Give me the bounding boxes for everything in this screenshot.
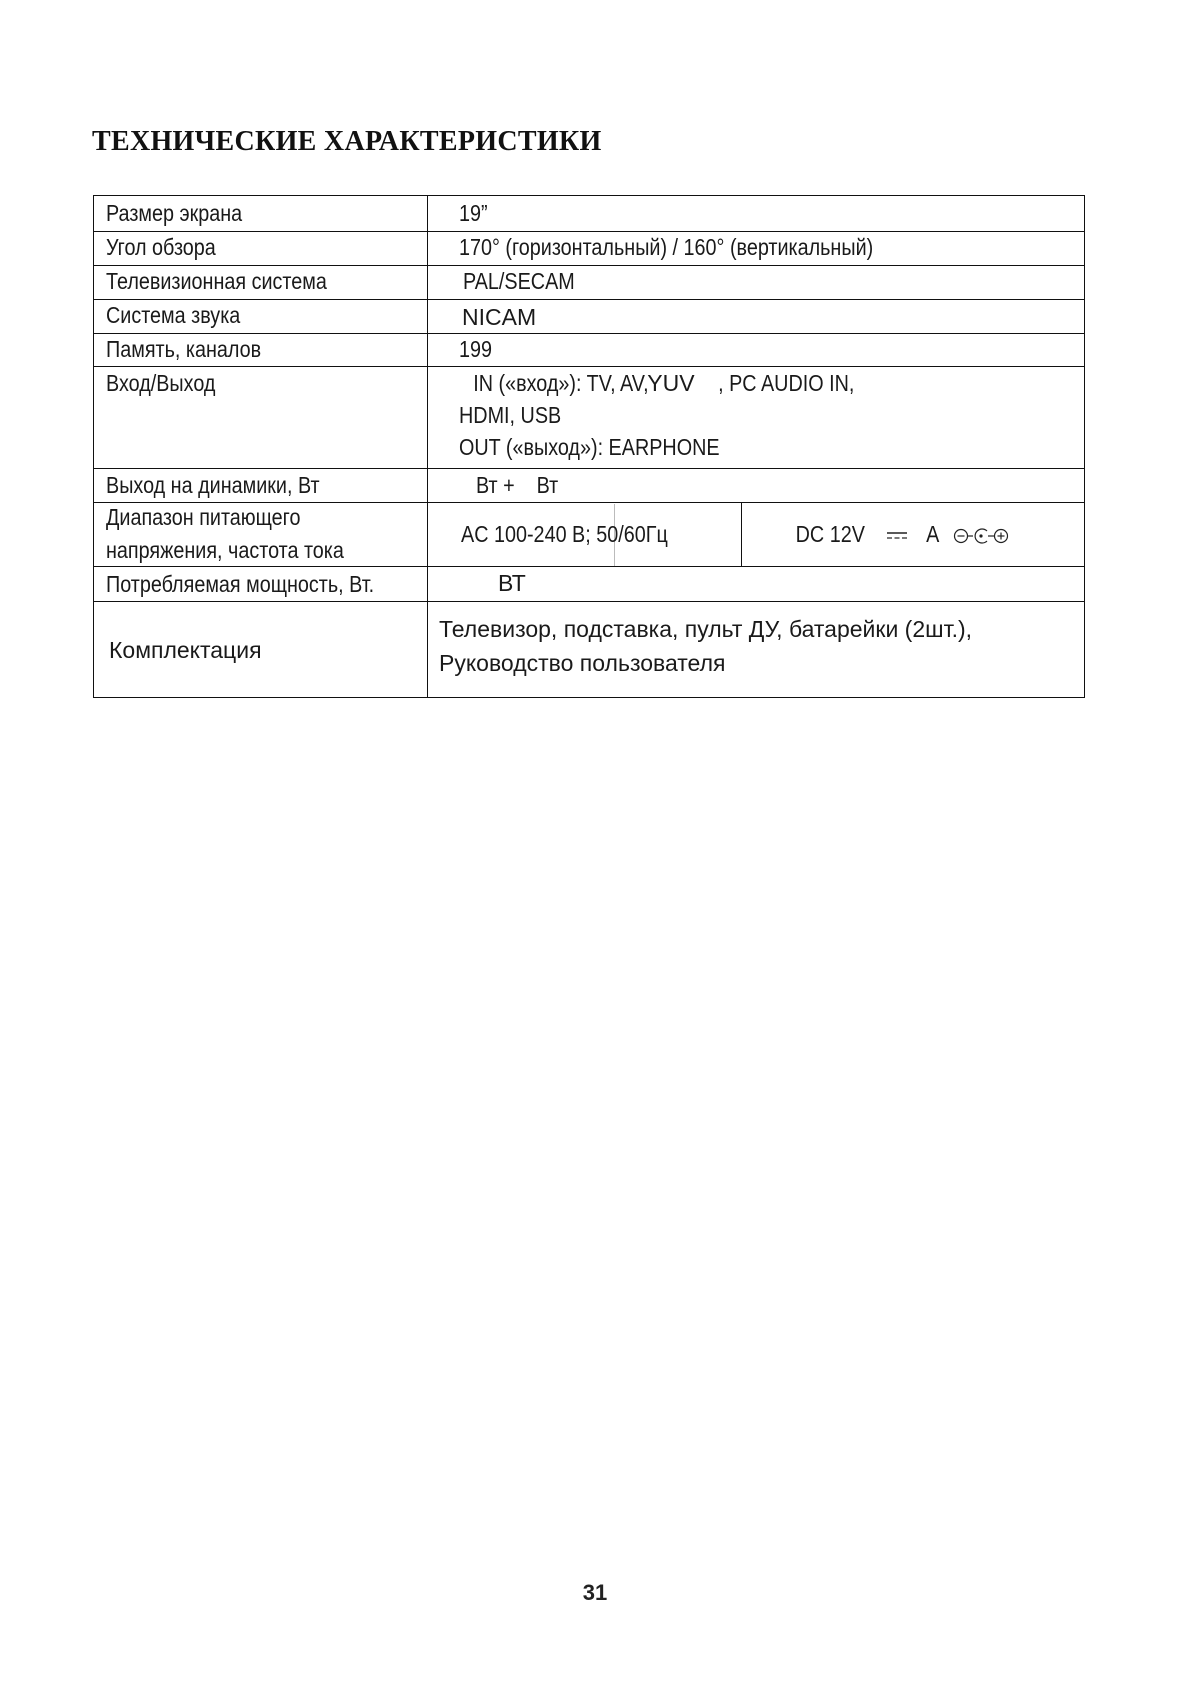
io-in-suffix: , PC AUDIO IN, xyxy=(718,370,855,396)
label-tv-system: Телевизионная система xyxy=(106,268,327,294)
page-number: 31 xyxy=(582,1580,608,1605)
label-power-supply-line2: напряжения, частота тока xyxy=(106,537,344,563)
label-power-supply-line1: Диапазон питающего xyxy=(106,504,301,530)
value-channel-memory: 199 xyxy=(459,336,493,362)
value-io-line1 xyxy=(459,368,865,399)
spec-table xyxy=(93,195,1085,698)
value-package-line1: Телевизор, подставка, пульт ДУ, батарейки (2шт.), xyxy=(439,616,973,642)
label-sound-system: Система звука xyxy=(106,302,241,328)
label-speaker-output: Выход на динамики, Вт xyxy=(106,472,320,498)
value-io-line2: HDMI, USB xyxy=(459,402,562,428)
polarity-icon xyxy=(953,527,1009,545)
dc-current-icon xyxy=(887,531,907,541)
label-viewing-angle: Угол обзора xyxy=(106,234,216,260)
label-channel-memory: Память, каналов xyxy=(106,336,262,362)
value-power-ac: AC 100-240 В; 50/60Гц xyxy=(461,521,668,547)
page-title: ТЕХНИЧЕСКИЕ ХАРАКТЕРИСТИКИ xyxy=(92,126,602,157)
value-io-line3: OUT («выход»): EARPHONE xyxy=(459,434,720,460)
row-divider xyxy=(94,299,1084,300)
dc-unit: A xyxy=(926,521,940,547)
row-divider xyxy=(94,366,1084,367)
value-package-line2: Руководство пользователя xyxy=(439,650,726,676)
row-divider xyxy=(94,468,1084,469)
column-divider xyxy=(427,196,428,697)
value-screen-size: 19” xyxy=(459,200,488,226)
value-power-dc xyxy=(790,519,1009,550)
io-yuv: YUV xyxy=(647,370,695,396)
io-in-prefix: IN («вход»): TV, AV, xyxy=(473,370,649,396)
value-tv-system: PAL/SECAM xyxy=(463,268,575,294)
label-io: Вход/Выход xyxy=(106,370,216,396)
value-viewing-angle: 170° (горизонтальный) / 160° (вертикальный) xyxy=(459,234,874,260)
value-sound-system: NICAM xyxy=(462,304,537,330)
label-power-consumption: Потребляемая мощность, Вт. xyxy=(106,571,375,597)
label-screen-size: Размер экрана xyxy=(106,200,243,226)
label-package: Комплектация xyxy=(109,637,262,663)
row-divider xyxy=(94,566,1084,567)
row-divider xyxy=(94,601,1084,602)
cell-divider xyxy=(741,502,742,566)
value-power-consumption: ВТ xyxy=(498,570,526,596)
dc-voltage: DC 12V xyxy=(795,521,865,547)
value-speaker-output: Вт + Вт xyxy=(476,472,559,498)
